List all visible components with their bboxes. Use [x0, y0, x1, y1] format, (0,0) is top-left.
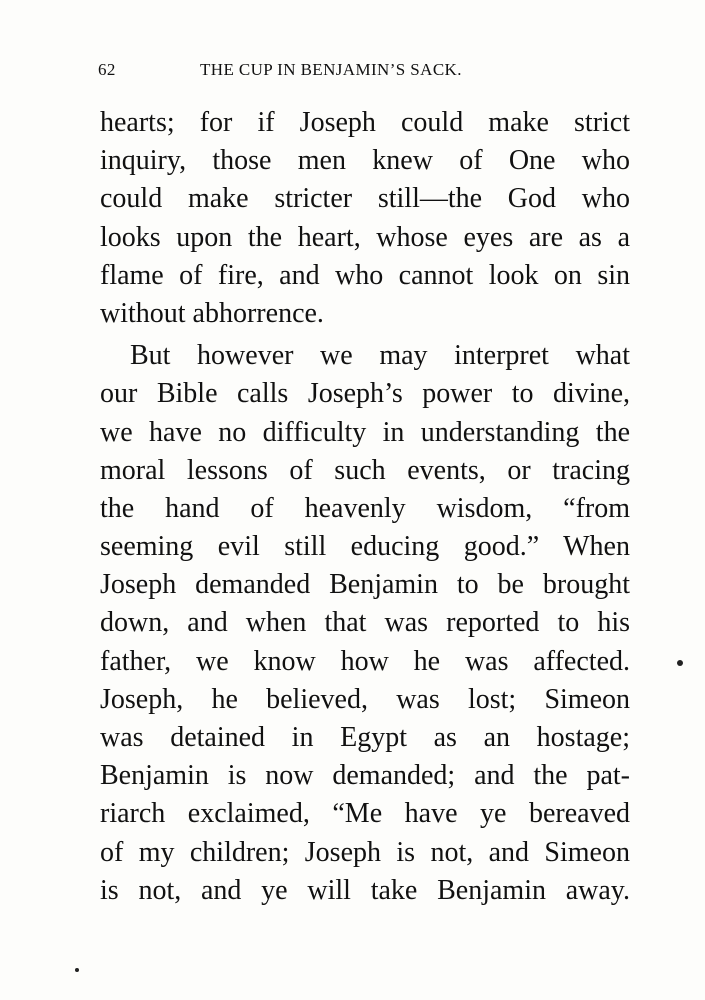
text-line: Joseph, he believed, was lost; Simeon	[100, 683, 630, 715]
text-line: father, we know how he was affected.	[100, 645, 630, 677]
text-line: our Bible calls Joseph’s power to divine,	[100, 378, 630, 410]
paragraph-2	[100, 337, 630, 910]
text-line: moral lessons of such events, or tracing	[100, 454, 630, 486]
text-line: looks upon the heart, whose eyes are as a	[100, 221, 630, 253]
text-line: we have no difficulty in understanding the	[100, 416, 630, 448]
running-title: THE CUP IN BENJAMIN’S SACK.	[200, 60, 462, 79]
text-line: could make stricter still—the God who	[100, 183, 630, 215]
text-line: down, and when that was reported to his	[100, 607, 630, 639]
text-line: hearts; for if Joseph could make strict	[100, 107, 630, 138]
ink-speck	[75, 968, 79, 972]
text-line: is not, and ye will take Benjamin away.	[100, 874, 630, 906]
text-line: flame of fire, and who cannot look on sin	[100, 259, 630, 291]
running-head	[98, 60, 628, 86]
text-line: Benjamin is now demanded; and the pat-	[100, 760, 630, 792]
text-line: the hand of heavenly wisdom, “from	[100, 492, 630, 524]
text-line: riarch exclaimed, “Me have ye bereaved	[100, 798, 630, 830]
text-line: without abhorrence.	[100, 297, 324, 329]
text-line: inquiry, those men knew of One who	[100, 145, 630, 177]
text-line: seeming evil still educing good.” When	[100, 531, 630, 563]
text-line: Joseph demanded Benjamin to be brought	[100, 569, 630, 601]
text-line: But however we may interpret what	[130, 340, 630, 372]
body-text	[100, 104, 630, 910]
text-line: of my children; Joseph is not, and Simeon	[100, 836, 630, 868]
paragraph-1	[100, 104, 630, 333]
text-line: was detained in Egypt as an hostage;	[100, 722, 630, 753]
ink-speck	[677, 660, 683, 666]
page-number: 62	[98, 60, 116, 79]
